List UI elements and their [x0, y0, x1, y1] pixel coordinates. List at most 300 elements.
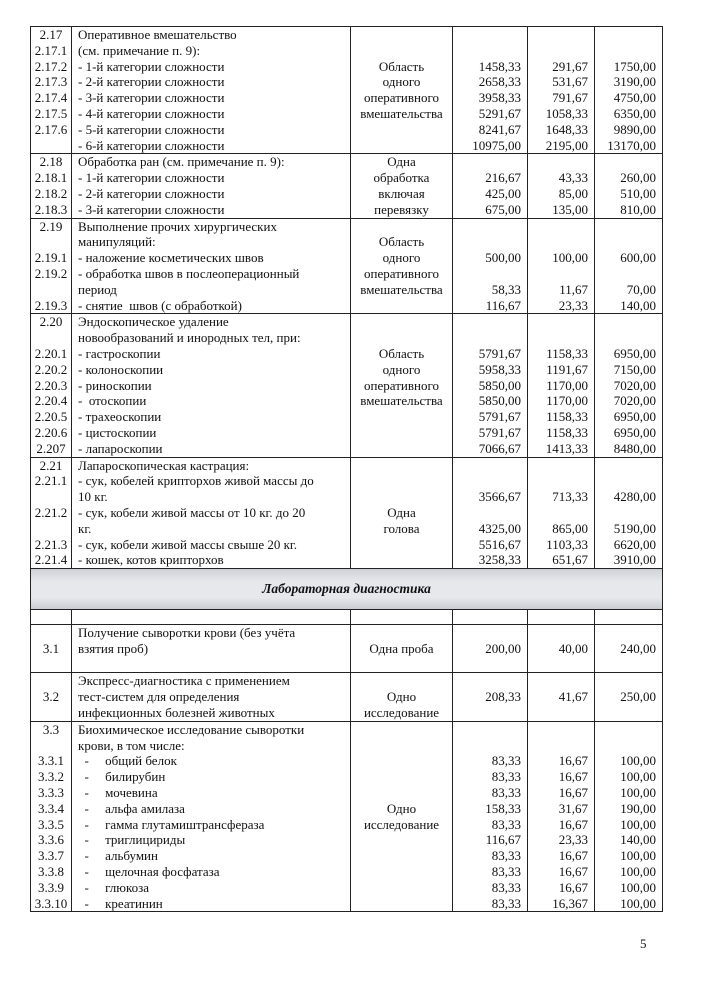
price-with-vat: 7020,00 — [613, 393, 656, 409]
price-without-vat: 425,00 — [485, 185, 521, 201]
unit-of-measure: Одно — [386, 689, 417, 705]
item-number — [32, 705, 70, 721]
price-with-vat — [598, 625, 656, 641]
unit-of-measure — [354, 552, 449, 568]
service-description: - 1-й категории сложности — [78, 170, 225, 186]
price-with-vat — [598, 266, 656, 282]
service-description: - кошек, котов крипторхов — [78, 552, 224, 568]
price-without-vat: 3958,33 — [478, 90, 521, 106]
price-without-vat — [456, 505, 521, 521]
item-number — [32, 489, 70, 505]
service-description: Выполнение прочих хирургических — [78, 218, 277, 234]
price-with-vat: 5190,00 — [613, 520, 656, 536]
price-with-vat-cell — [595, 218, 663, 314]
vat-amount: 1158,33 — [546, 409, 588, 425]
service-description: - альбумин — [78, 848, 158, 864]
vat-amount-cell — [528, 721, 595, 912]
price-without-vat — [456, 43, 521, 59]
service-description: - 3-й категории сложности — [78, 90, 225, 106]
item-number: 3.3.1 — [38, 753, 64, 769]
price-with-vat — [598, 705, 656, 721]
spacer-cell — [351, 610, 453, 625]
service-description: - 4-й категории сложности — [78, 105, 225, 121]
item-number: 2.17.1 — [34, 42, 68, 58]
unit-of-measure-cell — [351, 721, 453, 912]
item-number-cell — [31, 457, 72, 569]
vat-amount — [531, 625, 588, 641]
price-with-vat — [598, 458, 656, 474]
unit-of-measure-cell — [351, 154, 453, 218]
unit-of-measure-cell — [351, 673, 453, 721]
unit-of-measure — [354, 864, 449, 880]
unit-of-measure: Одно — [386, 800, 417, 816]
price-with-vat — [598, 43, 656, 59]
surgery-row — [31, 314, 663, 457]
item-number: 2.18 — [39, 154, 63, 170]
service-description: - цистоскопии — [78, 424, 157, 440]
unit-of-measure: оперативного — [364, 265, 439, 281]
vat-amount: 1191,67 — [546, 361, 588, 377]
item-number: 3.3.4 — [38, 800, 64, 816]
item-number: 2.20.4 — [34, 393, 68, 409]
service-description: Эндоскопическое удаление — [78, 314, 229, 330]
service-description: Оперативное вмешательство — [78, 27, 237, 42]
price-with-vat: 600,00 — [620, 250, 656, 266]
service-description-cell — [72, 457, 351, 569]
item-number-cell — [31, 218, 72, 314]
service-description-cell — [72, 154, 351, 218]
vat-amount — [531, 505, 588, 521]
vat-amount: 11,67 — [559, 281, 588, 297]
section-title: Лабораторная диагностика — [31, 569, 663, 610]
unit-of-measure — [354, 489, 449, 505]
price-with-vat: 100,00 — [620, 848, 656, 864]
item-number: 2.207 — [36, 440, 66, 456]
price-without-vat — [456, 458, 521, 474]
vat-amount: 100,00 — [552, 250, 588, 266]
price-without-vat: 3258,33 — [478, 552, 521, 568]
service-description: - наложение косметических швов — [78, 250, 264, 266]
price-without-vat: 83,33 — [491, 879, 521, 895]
unit-of-measure — [354, 298, 449, 314]
item-number: 3.3.6 — [38, 832, 64, 848]
price-with-vat — [598, 505, 656, 521]
price-without-vat — [456, 330, 521, 346]
vat-amount: 16,67 — [558, 753, 588, 769]
vat-amount — [531, 330, 588, 346]
item-number: 2.19 — [39, 218, 63, 234]
unit-of-measure — [354, 769, 449, 785]
item-number: 3.3 — [42, 721, 60, 737]
unit-of-measure: перевязку — [374, 201, 429, 217]
unit-of-measure: Одна — [387, 154, 416, 170]
item-number: 2.18.1 — [34, 170, 68, 186]
vat-amount: 16,67 — [558, 785, 588, 801]
price-without-vat: 116,67 — [485, 297, 521, 313]
service-description-cell — [72, 673, 351, 721]
unit-of-measure — [354, 441, 449, 457]
price-without-vat: 58,33 — [491, 281, 521, 297]
surgery-row — [31, 154, 663, 218]
item-number — [32, 330, 70, 346]
unit-of-measure-cell — [351, 27, 453, 154]
unit-of-measure: Одна — [387, 504, 416, 520]
vat-amount: 16,67 — [558, 769, 588, 785]
vat-amount — [531, 234, 588, 250]
unit-of-measure — [354, 880, 449, 896]
price-with-vat: 100,00 — [620, 895, 656, 911]
vat-amount — [531, 154, 588, 170]
unit-of-measure: одного — [382, 74, 421, 90]
service-description-cell — [72, 625, 351, 673]
price-without-vat: 208,33 — [485, 689, 521, 705]
price-with-vat — [598, 27, 656, 43]
price-with-vat — [598, 219, 656, 235]
item-number — [32, 625, 70, 641]
unit-of-measure: исследование — [363, 705, 440, 721]
service-description: - щелочная фосфатаза — [78, 864, 220, 880]
service-description: взятия проб) — [78, 640, 149, 656]
unit-of-measure: включая — [378, 185, 425, 201]
price-without-vat: 3566,67 — [478, 489, 521, 505]
price-with-vat: 9890,00 — [613, 121, 656, 137]
vat-amount: 791,67 — [552, 90, 588, 106]
service-description: - отоскопии — [78, 393, 147, 409]
unit-of-measure — [354, 722, 449, 738]
price-without-vat: 4325,00 — [478, 520, 521, 536]
price-without-vat: 83,33 — [491, 864, 521, 880]
item-number-cell — [31, 314, 72, 457]
vat-amount: 1158,33 — [546, 424, 588, 440]
price-without-vat: 158,33 — [485, 800, 521, 816]
section-header-block — [31, 569, 663, 625]
vat-amount: 1413,33 — [545, 440, 588, 456]
price-without-vat: 5958,33 — [478, 361, 521, 377]
price-without-vat: 1458,33 — [478, 58, 521, 74]
item-number: 2.18.3 — [34, 201, 68, 217]
section-spacer — [31, 610, 663, 625]
unit-of-measure: обработка — [373, 170, 430, 186]
item-number: 3.3.8 — [38, 864, 64, 880]
service-description: - мочевина — [78, 785, 158, 801]
price-with-vat — [598, 154, 656, 170]
price-with-vat: 250,00 — [620, 689, 656, 705]
price-with-vat: 6950,00 — [613, 345, 656, 361]
service-description: - 2-й категории сложности — [78, 74, 225, 90]
item-number: 2.21 — [39, 457, 63, 473]
vat-amount: 16,367 — [552, 895, 588, 911]
price-document — [30, 26, 662, 912]
vat-amount — [531, 705, 588, 721]
surgery-row — [31, 457, 663, 569]
spacer-cell — [31, 610, 72, 625]
price-without-vat — [456, 154, 521, 170]
item-number: 2.17.2 — [34, 58, 68, 74]
price-without-vat — [456, 473, 521, 489]
service-description-cell — [72, 218, 351, 314]
service-description: - билирубин — [78, 769, 166, 785]
unit-of-measure: исследование — [363, 816, 440, 832]
service-description: - триглицириды — [78, 832, 186, 848]
vat-amount: 23,33 — [558, 832, 588, 848]
price-with-vat — [598, 473, 656, 489]
price-without-vat: 83,33 — [491, 848, 521, 864]
vat-amount: 1648,33 — [545, 121, 588, 137]
vat-amount — [531, 738, 588, 754]
vat-amount — [531, 314, 588, 330]
item-number: 2.21.3 — [34, 536, 68, 552]
service-description: - сук, кобели живой массы от 10 кг. до 20 — [78, 504, 306, 520]
lab-row — [31, 721, 663, 912]
vat-amount: 40,00 — [558, 640, 588, 656]
item-number: 2.21.4 — [34, 552, 68, 568]
surgery-row — [31, 218, 663, 314]
page-number: 5 — [640, 936, 647, 951]
spacer-cell — [528, 610, 595, 625]
service-description: 10 кг. — [78, 489, 108, 505]
price-without-vat: 8241,67 — [478, 121, 521, 137]
price-without-vat: 675,00 — [485, 201, 521, 217]
service-description: Получение сыворотки крови (без учёта — [78, 625, 296, 641]
price-without-vat — [456, 219, 521, 235]
price-without-vat: 83,33 — [491, 895, 521, 911]
unit-of-measure — [354, 832, 449, 848]
unit-of-measure — [354, 537, 449, 553]
price-with-vat-cell — [595, 673, 663, 721]
price-with-vat: 190,00 — [620, 800, 656, 816]
price-without-vat-cell — [453, 721, 528, 912]
price-without-vat: 5791,67 — [478, 424, 521, 440]
price-without-vat: 83,33 — [491, 769, 521, 785]
unit-of-measure-cell — [351, 625, 453, 673]
price-without-vat-cell — [453, 625, 528, 673]
price-without-vat: 5516,67 — [478, 536, 521, 552]
lab-rows — [31, 625, 663, 912]
surgery-row — [31, 27, 663, 154]
vat-amount: 865,00 — [552, 520, 588, 536]
unit-of-measure: одного — [382, 250, 421, 266]
vat-amount — [531, 43, 588, 59]
unit-of-measure — [354, 138, 449, 154]
item-number: 3.3.3 — [38, 785, 64, 801]
service-description: - сук, кобели живой массы свыше 20 кг. — [78, 536, 298, 552]
price-without-vat — [456, 705, 521, 721]
vat-amount-cell — [528, 314, 595, 457]
service-description: - снятие швов (с обработкой) — [78, 297, 242, 313]
vat-amount: 1170,00 — [546, 377, 588, 393]
service-description: кг. — [78, 520, 92, 536]
unit-of-measure — [354, 753, 449, 769]
vat-amount: 16,67 — [558, 816, 588, 832]
item-number — [32, 738, 70, 754]
service-description: Биохимическое исследование сыворотки — [78, 721, 305, 737]
service-description-cell — [72, 314, 351, 457]
unit-of-measure: Область — [378, 234, 425, 250]
item-number: 3.3.9 — [38, 879, 64, 895]
unit-of-measure — [354, 458, 449, 474]
price-without-vat: 10975,00 — [472, 137, 521, 153]
price-with-vat: 7020,00 — [613, 377, 656, 393]
item-number: 2.20.3 — [34, 377, 68, 393]
price-without-vat — [456, 625, 521, 641]
item-number — [32, 234, 70, 250]
price-with-vat — [598, 314, 656, 330]
item-number-cell — [31, 625, 72, 673]
item-number-cell — [31, 721, 72, 912]
unit-of-measure: одного — [382, 361, 421, 377]
price-without-vat — [456, 27, 521, 43]
unit-of-measure — [354, 896, 449, 912]
unit-of-measure — [354, 27, 449, 43]
price-without-vat: 83,33 — [491, 785, 521, 801]
vat-amount: 1170,00 — [546, 393, 588, 409]
price-without-vat: 83,33 — [491, 753, 521, 769]
price-without-vat-cell — [453, 457, 528, 569]
vat-amount — [531, 657, 588, 673]
unit-of-measure: вмешательства — [360, 105, 443, 121]
price-with-vat-cell — [595, 27, 663, 154]
price-with-vat: 70,00 — [626, 281, 656, 297]
service-description: - колоноскопии — [78, 361, 164, 377]
unit-of-measure: оперативного — [364, 377, 439, 393]
price-with-vat: 140,00 — [620, 297, 656, 313]
service-description: - обработка швов в послеоперационный — [78, 265, 300, 281]
price-with-vat: 260,00 — [620, 170, 656, 186]
item-number-cell — [31, 673, 72, 721]
unit-of-measure-cell — [351, 457, 453, 569]
price-with-vat: 6950,00 — [613, 424, 656, 440]
price-with-vat — [598, 738, 656, 754]
vat-amount: 85,00 — [558, 185, 588, 201]
item-number: 2.20.6 — [34, 424, 68, 440]
unit-of-measure — [354, 330, 449, 346]
item-number: 2.20 — [39, 314, 63, 330]
price-with-vat: 240,00 — [620, 640, 656, 656]
price-without-vat: 5850,00 — [478, 377, 521, 393]
price-with-vat: 100,00 — [620, 879, 656, 895]
item-number: 2.17 — [39, 27, 63, 42]
item-number — [32, 673, 70, 689]
spacer-cell — [595, 610, 663, 625]
price-with-vat: 8480,00 — [613, 440, 656, 456]
vat-amount — [531, 266, 588, 282]
item-number: 2.20.1 — [34, 345, 68, 361]
vat-amount: 531,67 — [552, 74, 588, 90]
service-description: - 3-й категории сложности — [78, 201, 225, 217]
item-number: 2.17.4 — [34, 90, 68, 106]
price-with-vat: 140,00 — [620, 832, 656, 848]
item-number: 2.17.6 — [34, 121, 68, 137]
item-number: 2.20.5 — [34, 409, 68, 425]
vat-amount — [531, 722, 588, 738]
price-without-vat-cell — [453, 27, 528, 154]
item-number: 2.17.3 — [34, 74, 68, 90]
price-without-vat-cell — [453, 673, 528, 721]
vat-amount: 16,67 — [558, 864, 588, 880]
vat-amount: 291,67 — [552, 58, 588, 74]
unit-of-measure — [354, 425, 449, 441]
item-number: 3.2 — [42, 689, 60, 705]
item-number: 2.19.3 — [34, 297, 68, 313]
service-description: - 2-й категории сложности — [78, 185, 225, 201]
price-without-vat-cell — [453, 314, 528, 457]
price-without-vat — [456, 234, 521, 250]
item-number: 2.21.2 — [34, 504, 68, 520]
vat-amount: 135,00 — [552, 201, 588, 217]
service-description: - 5-й категории сложности — [78, 121, 225, 137]
vat-amount: 16,67 — [558, 879, 588, 895]
price-with-vat: 3190,00 — [613, 74, 656, 90]
unit-of-measure — [354, 657, 449, 673]
vat-amount-cell — [528, 218, 595, 314]
unit-of-measure: оперативного — [364, 90, 439, 106]
vat-amount: 1058,33 — [545, 105, 588, 121]
vat-amount: 651,67 — [552, 552, 588, 568]
price-without-vat: 5791,67 — [478, 345, 521, 361]
service-description: - глюкоза — [78, 879, 150, 895]
item-number: 3.3.7 — [38, 848, 64, 864]
unit-of-measure — [354, 673, 449, 689]
price-with-vat: 4280,00 — [613, 489, 656, 505]
item-number: 3.3.10 — [34, 895, 68, 911]
price-without-vat: 2658,33 — [478, 74, 521, 90]
price-with-vat: 4750,00 — [613, 90, 656, 106]
price-with-vat-cell — [595, 625, 663, 673]
price-with-vat: 510,00 — [620, 185, 656, 201]
item-number-cell — [31, 27, 72, 154]
price-with-vat: 3910,00 — [613, 552, 656, 568]
price-without-vat: 200,00 — [485, 640, 521, 656]
unit-of-measure — [354, 473, 449, 489]
service-description: - гастроскопии — [78, 345, 161, 361]
price-with-vat-cell — [595, 721, 663, 912]
service-description: период — [78, 281, 117, 297]
price-without-vat: 83,33 — [491, 816, 521, 832]
service-description: - 1-й категории сложности — [78, 58, 225, 74]
price-with-vat — [598, 234, 656, 250]
surgery-rows — [31, 27, 663, 569]
unit-of-measure — [354, 848, 449, 864]
vat-amount — [531, 219, 588, 235]
price-with-vat: 810,00 — [620, 201, 656, 217]
price-without-vat — [456, 314, 521, 330]
unit-of-measure — [354, 314, 449, 330]
unit-of-measure — [354, 738, 449, 754]
service-description: - креатинин — [78, 895, 163, 911]
service-description: - сук, кобелей крипторхов живой массы до — [78, 473, 314, 489]
price-table — [30, 26, 663, 912]
vat-amount — [531, 473, 588, 489]
price-without-vat-cell — [453, 218, 528, 314]
unit-of-measure — [354, 625, 449, 641]
item-number: 2.19.2 — [34, 265, 68, 281]
service-description: - трахеоскопии — [78, 409, 162, 425]
price-with-vat: 100,00 — [620, 753, 656, 769]
price-with-vat — [598, 330, 656, 346]
service-description-cell — [72, 27, 351, 154]
service-description: (см. примечание п. 9): — [78, 42, 201, 58]
price-with-vat: 100,00 — [620, 769, 656, 785]
service-description: - альфа амилаза — [78, 800, 185, 816]
vat-amount: 23,33 — [558, 297, 588, 313]
unit-of-measure — [354, 122, 449, 138]
service-description: новообразований и инородных тел, при: — [78, 330, 301, 346]
price-without-vat: 500,00 — [485, 250, 521, 266]
service-description: - лапароскопии — [78, 440, 163, 456]
item-number: 2.17.5 — [34, 105, 68, 121]
vat-amount — [531, 27, 588, 43]
unit-of-measure — [354, 409, 449, 425]
